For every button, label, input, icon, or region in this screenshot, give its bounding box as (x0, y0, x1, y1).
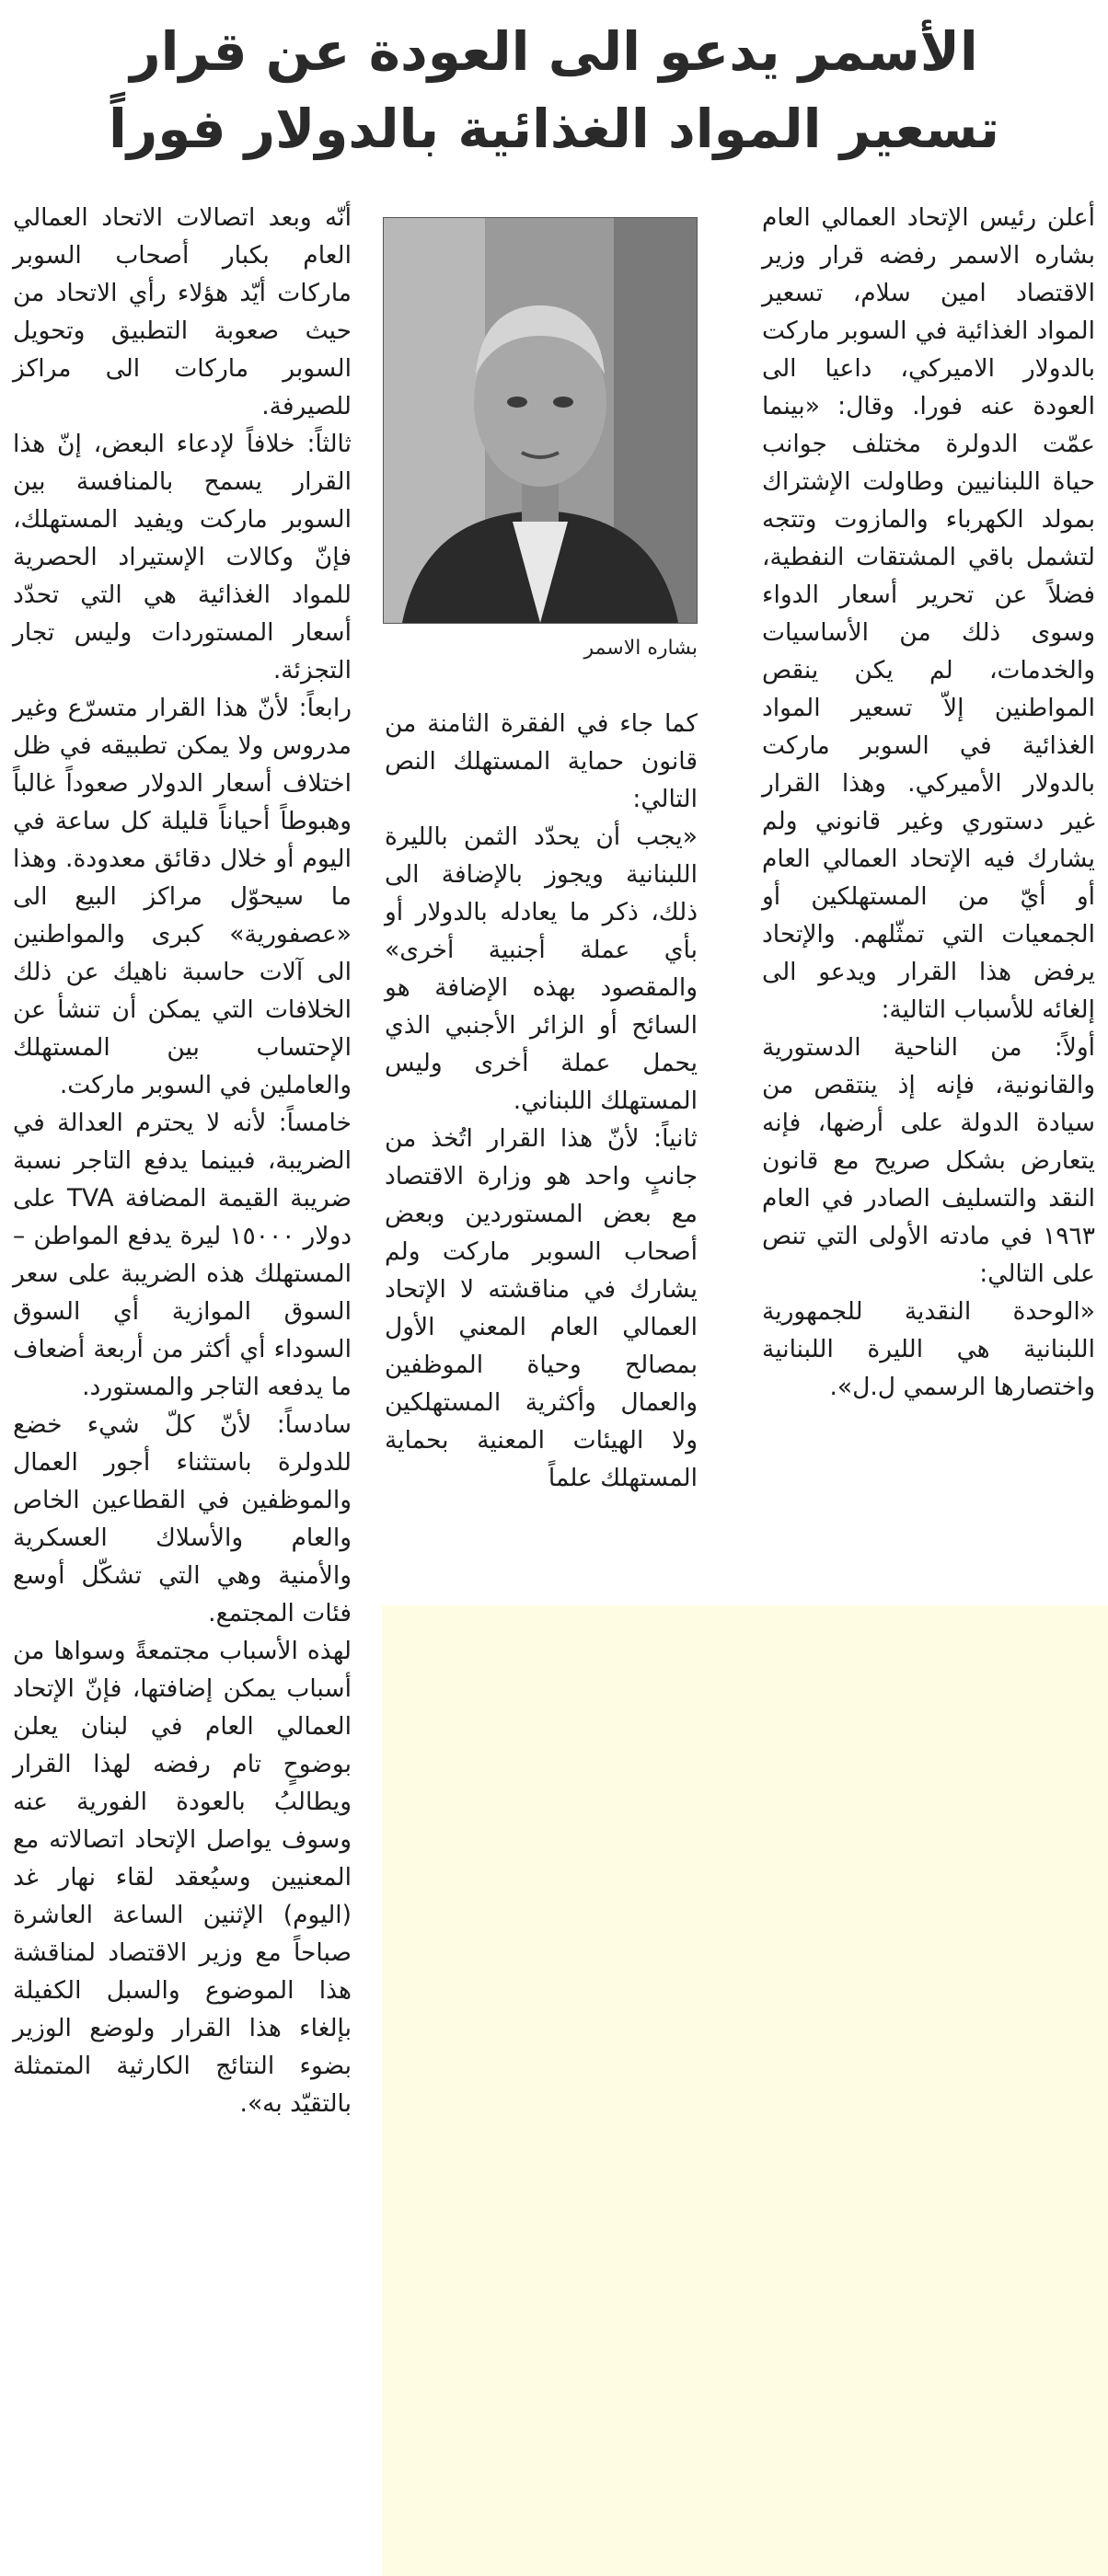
highlight-box (382, 1605, 1108, 2576)
column-middle (385, 705, 698, 1497)
portrait-image (384, 218, 697, 623)
headline (18, 13, 1090, 167)
paragraph: سادساً: لأنّ كلّ شيء خضع للدولرة باستثناء أجور العمال والموظفين في القطاعين الخاص والعام والأسلاك العسكرية والأمنية وهي التي تشكّل أوسع فئات المجتمع. (13, 1410, 352, 1627)
column-right (762, 199, 1095, 1406)
paragraph: ثانياً: لأنّ هذا القرار اتُخذ من جانبٍ واحد هو وزارة الاقتصاد مع بعض المستوردين وبعض أصحاب السوبر ماركت ولم يشارك في مناقشته لا الإتحاد العمالي العام المعني الأول بمصالح وحياة الموظفين والعمال وأكثرية المستهلكين ولا الهيئات المعنية بحماية المستهلك علماً (385, 1124, 698, 1492)
headline-line-2: تسعير المواد الغذائية بالدولار فوراً (108, 98, 1000, 160)
column-left (13, 199, 352, 2122)
paragraph: ثالثاً: خلافاً لإدعاء البعض، إنّ هذا القرار يسمح بالمنافسة بين السوبر ماركت ويفيد المستهلك، فإنّ وكالات الإستيراد الحصرية للمواد الغذائية هي التي تحدّد أسعار المستوردات وليس تجار التجزئة. (13, 430, 352, 684)
headline-line-1: الأسمر يدعو الى العودة عن قرار (130, 20, 978, 83)
paragraph: لهذه الأسباب مجتمعةً وسواها من أسباب يمكن إضافتها، فإنّ الإتحاد العمالي العام في لبنان يعلن بوضوحٍ تام رفضه لهذا القرار ويطالبُ بالعودة الفورية عنه وسوف يواصل الإتحاد اتصالاته مع المعنيين وسيُعقد لقاء نهار غد (اليوم) الإثنين الساعة العاشرة صباحاً مع وزير الاقتصاد لمناقشة هذا الموضوع والسبل الكفيلة بإلغاء هذا القرار ولوضع الوزير بضوء النتائج الكارثية المتمثلة بالتقيّد به». (13, 1637, 352, 2118)
paragraph: أولاً: من الناحية الدستورية والقانونية، فإنه إذ ينتقص من سيادة الدولة على أرضها، فإنه يتعارض بشكل صريح مع قانون النقد والتسليف الصادر في العام ١٩٦٣ في مادته الأولى التي تنص على التالي: (762, 1033, 1095, 1288)
paragraph: «يجب أن يحدّد الثمن بالليرة اللبنانية ويجوز بالإضافة الى ذلك، ذكر ما يعادله بالدولار أو بأي عملة أجنبية أخرى» والمقصود بهذه الإضافة هو السائح أو الزائر الأجنبي الذي يحمل عملة أخرى وليس المستهلك اللبناني. (385, 822, 698, 1115)
paragraph: رابعاً: لأنّ هذا القرار متسرّع وغير مدروس ولا يمكن تطبيقه في ظل اختلاف أسعار الدولار صعوداً غالباً وهبوطاً أحياناً قليلة كل ساعة في اليوم أو خلال دقائق معدودة. وهذا ما سيحوّل مراكز البيع الى «عصفورية» كبرى والمواطنين الى آلات حاسبة ناهيك عن ذلك الخلافات التي يمكن أن تنشأ عن الإحتساب بين المستهلك والعاملين في السوبر ماركت. (13, 694, 352, 1099)
paragraph: أنّه وبعد اتصالات الاتحاد العمالي العام بكبار أصحاب السوبر ماركات أيّد هؤلاء رأي الاتحاد من حيث صعوبة التطبيق وتحويل السوبر ماركات الى مراكز للصيرفة. (13, 203, 352, 420)
paragraph: خامساً: لأنه لا يحترم العدالة في الضريبة، فبينما يدفع التاجر نسبة ضريبة القيمة المضافة TVA على دولار ١٥٠٠٠ ليرة يدفع المواطن – المستهلك هذه الضريبة على سعر السوق الموازية أي السوق السوداء أي أكثر من أربعة أضعاف ما يدفعه التاجر والمستورد. (13, 1109, 352, 1401)
paragraph: كما جاء في الفقرة الثامنة من قانون حماية المستهلك النص التالي: (385, 709, 698, 813)
paragraph: أعلن رئيس الإتحاد العمالي العام بشاره الاسمر رفضه قرار وزير الاقتصاد امين سلام، تسعير المواد الغذائية في السوبر ماركت بالدولار الاميركي، داعيا الى العودة عنه فورا. وقال: «بينما عمّت الدولرة مختلف جوانب حياة اللبنانيين وطاولت الإشتراك بمولد الكهرباء والمازوت وتتجه لتشمل باقي المشتقات النفطية، فضلاً عن تحرير أسعار الدواء وسوى ذلك من الأساسيات والخدمات، لم يكن ينقص المواطنين إلاّ تسعير المواد الغذائية في السوبر ماركت بالدولار الأميركي. وهذا القرار غير دستوري وغير قانوني ولم يشارك فيه الإتحاد العمالي العام أو أيّ من المستهلكين أو الجمعيات التي تمثّلهم. والإتحاد يرفض هذا القرار ويدعو الى إلغائه للأسباب التالية: (762, 203, 1095, 1024)
portrait-photo (383, 217, 698, 624)
paragraph: «الوحدة النقدية للجمهورية اللبنانية هي الليرة اللبنانية واختصارها الرسمي ل.ل». (762, 1297, 1095, 1401)
photo-caption: بشاره الاسمر (583, 637, 698, 660)
